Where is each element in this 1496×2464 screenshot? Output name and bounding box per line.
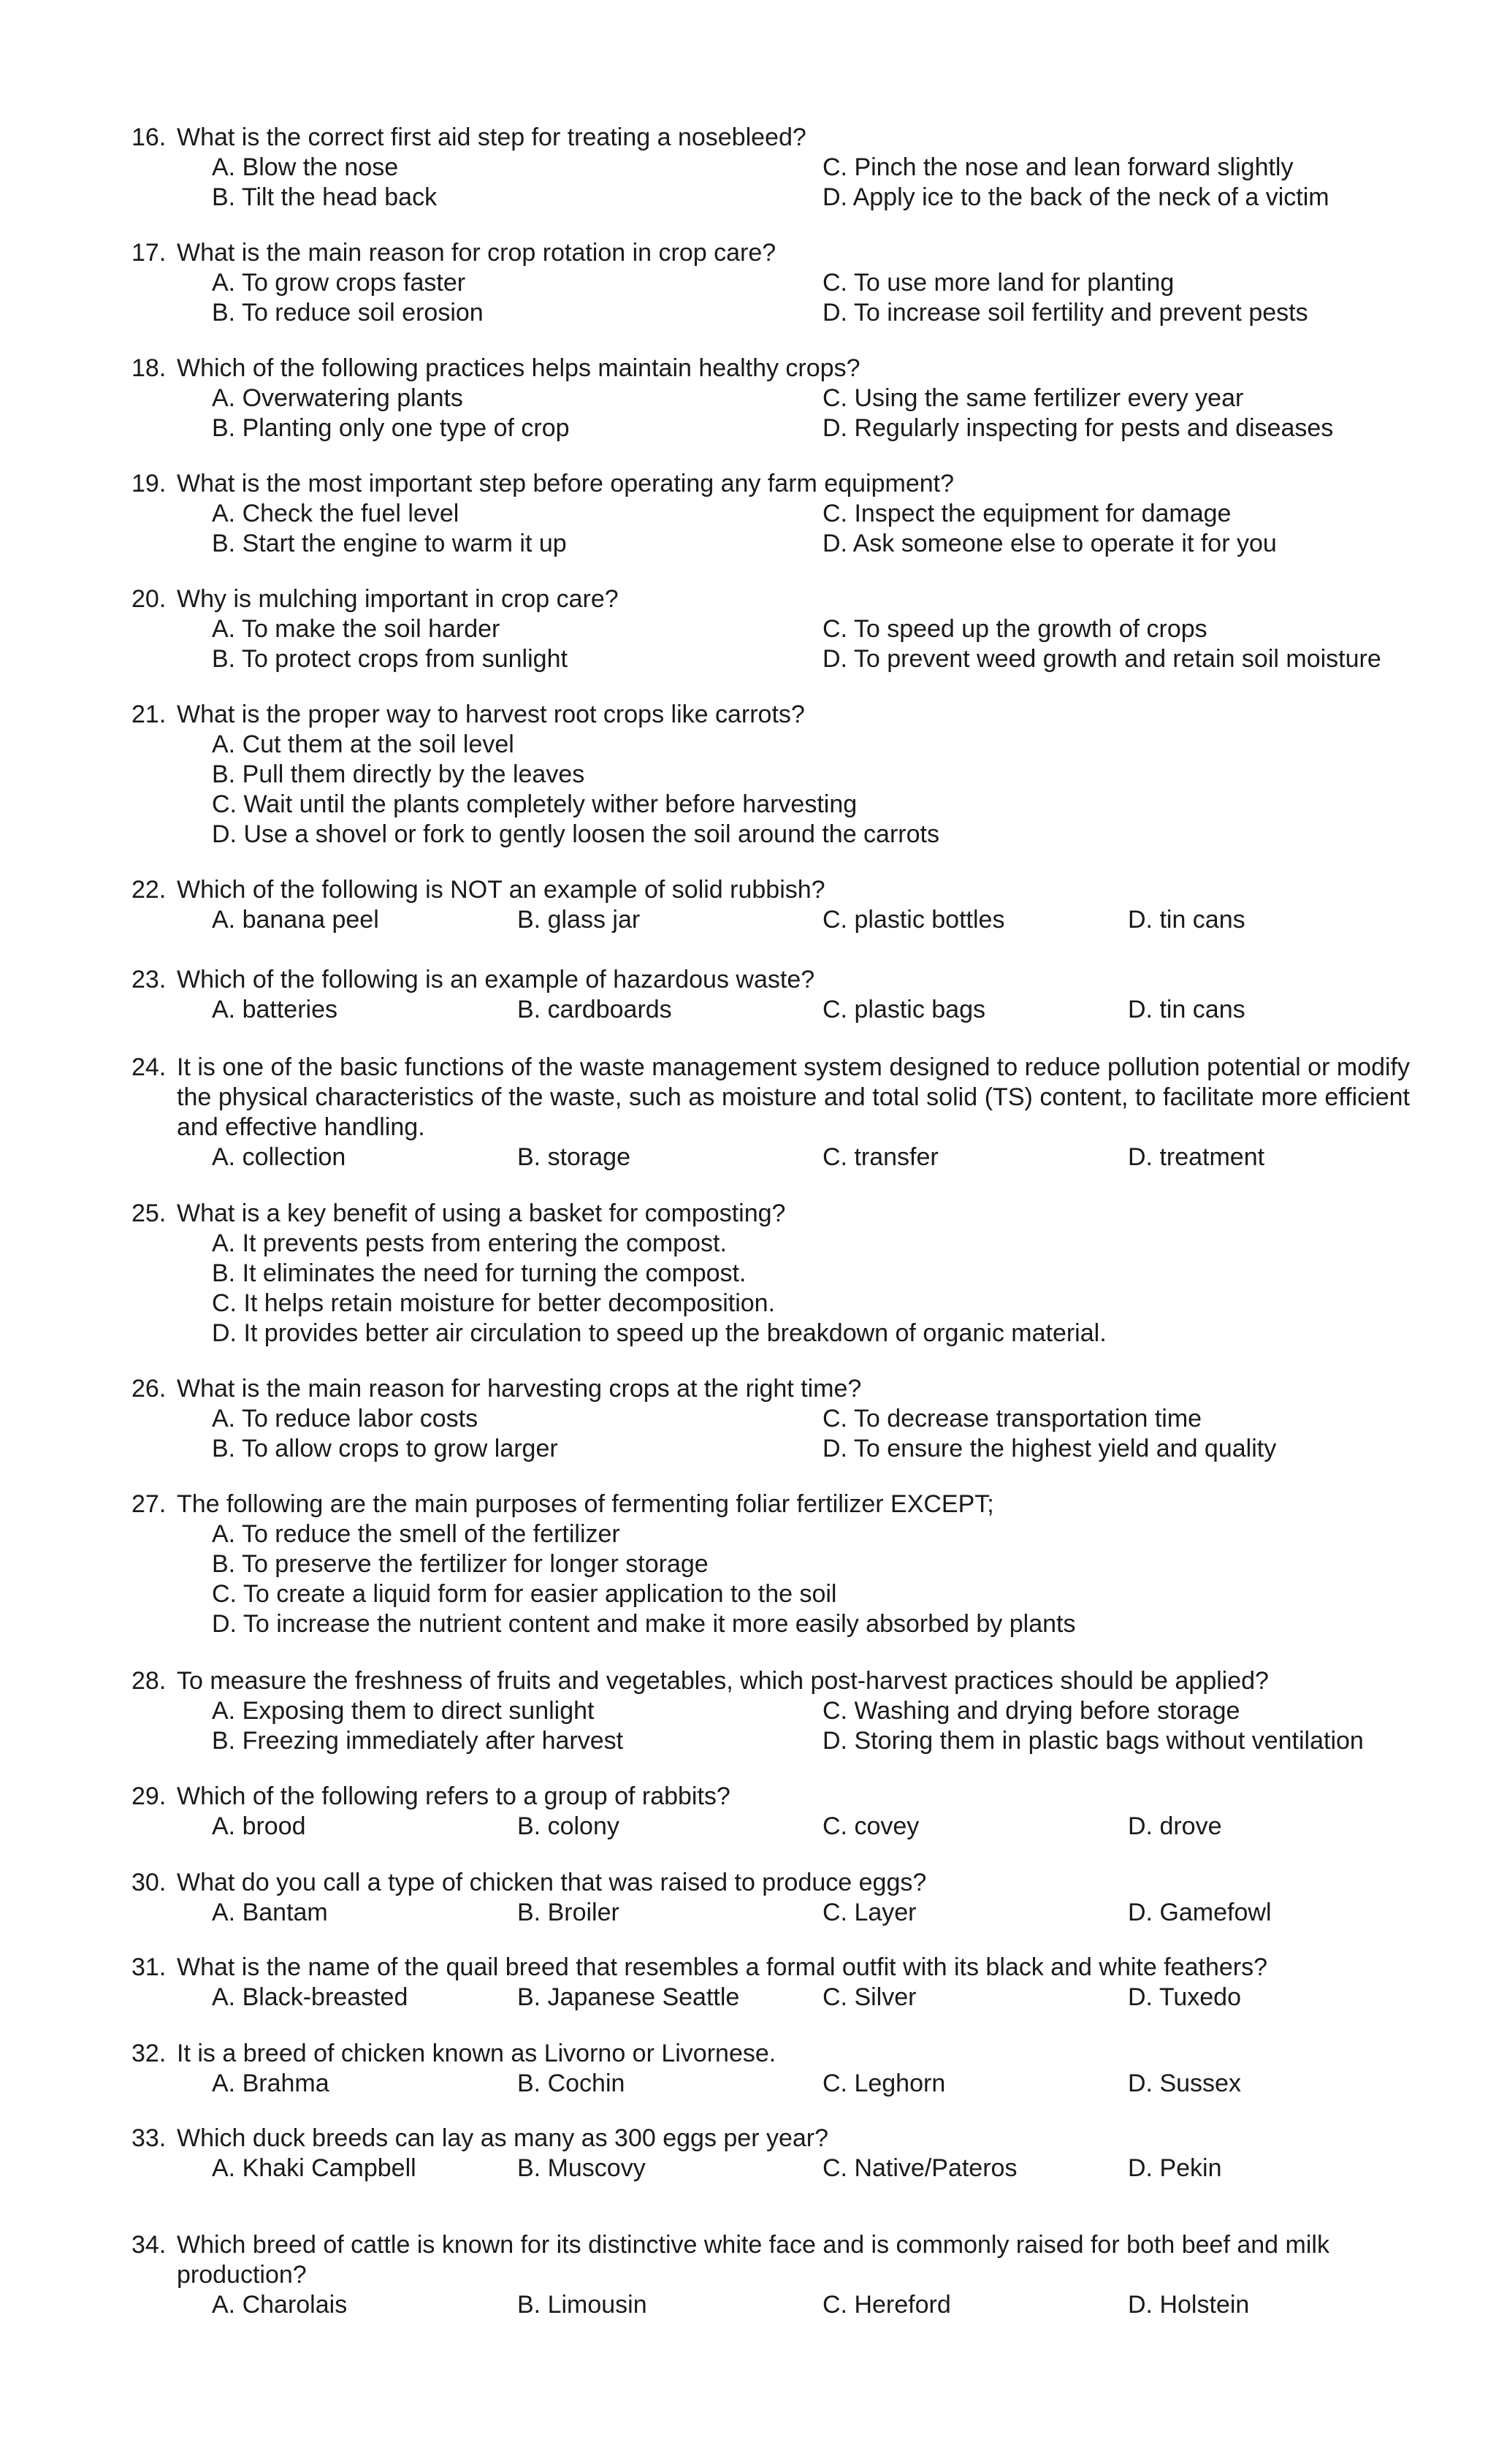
answer-option: C. transfer [823, 1143, 939, 1171]
answer-option: A. batteries [212, 996, 337, 1023]
question-20 [131, 584, 1410, 674]
question-21 [131, 700, 1410, 850]
question-number: 19. [131, 470, 167, 497]
answer-options [212, 1812, 1410, 1842]
answer-option: D. To prevent weed growth and retain soil moisture [823, 645, 1381, 673]
answer-option: C. It helps retain moisture for better decomposition. [212, 1289, 776, 1317]
answer-options [212, 1404, 1410, 1464]
question-text: What is the name of the quail breed that resembles a formal outfit with its black and white feathers? [177, 1953, 1267, 1981]
answer-option: A. Khaki Campbell [212, 2154, 416, 2182]
answer-option: A. Charolais [212, 2291, 348, 2319]
question-number: 27. [131, 1490, 167, 1518]
answer-option: C. Wait until the plants completely wither before harvesting [212, 790, 858, 818]
answer-option: A. To reduce labor costs [212, 1405, 478, 1433]
answer-options [212, 730, 1410, 850]
answer-options [212, 1898, 1410, 1928]
question-text: Which of the following is an example of hazardous waste? [177, 966, 815, 993]
answer-option: B. Freezing immediately after harvest [212, 1727, 624, 1755]
answer-option: B. To protect crops from sunlight [212, 645, 568, 673]
question-text: It is a breed of chicken known as Livorno or Livornese. [177, 2040, 776, 2067]
answer-option: C. To speed up the growth of crops [823, 615, 1207, 643]
question-text: To measure the freshness of fruits and vegetables, which post-harvest practices should be applied? [177, 1667, 1269, 1695]
answer-option: D. Holstein [1128, 2291, 1250, 2319]
answer-option: C. Pinch the nose and lean forward slightly [823, 153, 1294, 181]
question-18 [131, 354, 1410, 443]
answer-option: A. banana peel [212, 906, 379, 934]
question-24 [131, 1053, 1410, 1172]
question-number: 29. [131, 1782, 167, 1810]
answer-option: C. covey [823, 1812, 920, 1840]
answer-option: B. To allow crops to grow larger [212, 1435, 558, 1462]
answer-option: B. glass jar [517, 906, 641, 934]
answer-options [212, 268, 1410, 328]
question-22 [131, 875, 1410, 935]
question-text: Which breed of cattle is known for its distinctive white face and is commonly raised for both beef and milk production? [177, 2231, 1329, 2289]
question-28 [131, 1666, 1410, 1756]
answer-option: D. Gamefowl [1128, 1899, 1272, 1926]
answer-option: B. Limousin [517, 2291, 647, 2319]
answer-options [212, 2154, 1410, 2183]
question-text: Which of the following refers to a group of rabbits? [177, 1782, 730, 1810]
question-number: 33. [131, 2124, 167, 2152]
question-17 [131, 238, 1410, 328]
question-text: What is the proper way to harvest root crops like carrots? [177, 701, 805, 728]
answer-option: C. Native/Pateros [823, 2154, 1018, 2182]
answer-option: A. brood [212, 1812, 306, 1840]
question-number: 17. [131, 239, 167, 267]
question-34 [131, 2230, 1410, 2320]
answer-option: D. To increase the nutrient content and make it more easily absorbed by plants [212, 1610, 1076, 1638]
answer-option: A. Cut them at the soil level [212, 731, 514, 758]
answer-option: C. Hereford [823, 2291, 951, 2319]
question-27 [131, 1490, 1410, 1639]
question-number: 24. [131, 1053, 167, 1081]
question-19 [131, 469, 1410, 559]
answer-options [212, 995, 1410, 1025]
question-32 [131, 2039, 1410, 2099]
answer-option: D. Use a shovel or fork to gently loosen the soil around the carrots [212, 820, 939, 848]
answer-option: A. Blow the nose [212, 153, 399, 181]
answer-option: C. Layer [823, 1899, 917, 1926]
answer-option: C. To create a liquid form for easier application to the soil [212, 1580, 837, 1608]
answer-option: B. To reduce soil erosion [212, 299, 484, 327]
question-number: 28. [131, 1667, 167, 1695]
answer-options [212, 384, 1410, 443]
question-number: 32. [131, 2040, 167, 2067]
answer-option: A. Overwatering plants [212, 384, 463, 412]
answer-option: A. To reduce the smell of the fertilizer [212, 1520, 620, 1548]
answer-option: C. plastic bottles [823, 906, 1005, 934]
answer-option: B. Broiler [517, 1899, 619, 1926]
question-23 [131, 965, 1410, 1025]
question-number: 22. [131, 876, 167, 904]
answer-option: A. Bantam [212, 1899, 328, 1926]
answer-option: D. Regularly inspecting for pests and diseases [823, 414, 1334, 442]
question-number: 34. [131, 2231, 167, 2259]
question-33 [131, 2124, 1410, 2183]
answer-option: A. Exposing them to direct sunlight [212, 1697, 595, 1725]
question-text: Which of the following is NOT an example of solid rubbish? [177, 876, 825, 904]
question-text: What is the main reason for harvesting crops at the right time? [177, 1375, 862, 1403]
answer-options [212, 1143, 1410, 1172]
question-number: 20. [131, 585, 167, 613]
answer-option: C. Washing and drying before storage [823, 1697, 1240, 1725]
answer-option: B. Planting only one type of crop [212, 414, 570, 442]
answer-option: D. To ensure the highest yield and quality [823, 1435, 1277, 1462]
answer-options [212, 499, 1410, 559]
answer-option: D. Pekin [1128, 2154, 1222, 2182]
answer-options [212, 1696, 1410, 1756]
question-text: The following are the main purposes of fermenting foliar fertilizer EXCEPT; [177, 1490, 994, 1518]
answer-option: D. treatment [1128, 1143, 1265, 1171]
answer-option: B. To preserve the fertilizer for longer storage [212, 1550, 709, 1578]
answer-option: C. To decrease transportation time [823, 1405, 1202, 1433]
answer-options [212, 1983, 1410, 2013]
question-number: 16. [131, 123, 167, 151]
answer-option: A. To grow crops faster [212, 269, 466, 297]
answer-option: A. Black-breasted [212, 1983, 408, 2011]
answer-option: D. Ask someone else to operate it for you [823, 530, 1277, 557]
question-number: 18. [131, 354, 167, 382]
question-16 [131, 123, 1410, 213]
question-29 [131, 1782, 1410, 1842]
answer-option: D. Apply ice to the back of the neck of a victim [823, 183, 1329, 211]
answer-option: A. collection [212, 1143, 346, 1171]
question-text: Which of the following practices helps maintain healthy crops? [177, 354, 860, 382]
answer-options [212, 614, 1410, 674]
answer-option: D. Sussex [1128, 2070, 1241, 2097]
question-30 [131, 1868, 1410, 1928]
answer-option: B. Start the engine to warm it up [212, 530, 567, 557]
answer-options [212, 153, 1410, 213]
question-text: What is a key benefit of using a basket for composting? [177, 1199, 786, 1227]
answer-option: A. It prevents pests from entering the compost. [212, 1229, 727, 1257]
answer-option: B. It eliminates the need for turning the compost. [212, 1259, 747, 1287]
answer-options [212, 905, 1410, 935]
answer-option: D. To increase soil fertility and prevent pests [823, 299, 1308, 327]
question-number: 25. [131, 1199, 167, 1227]
answer-option: D. Storing them in plastic bags without ventilation [823, 1727, 1364, 1755]
answer-option: D. tin cans [1128, 906, 1245, 934]
answer-options [212, 1519, 1410, 1639]
answer-option: A. Brahma [212, 2070, 329, 2097]
question-text: Why is mulching important in crop care? [177, 585, 619, 613]
question-number: 31. [131, 1953, 167, 1981]
answer-option: C. Leghorn [823, 2070, 946, 2097]
question-number: 30. [131, 1869, 167, 1896]
question-number: 23. [131, 966, 167, 993]
answer-options [212, 1229, 1410, 1349]
question-text: What do you call a type of chicken that was raised to produce eggs? [177, 1869, 927, 1896]
answer-option: C. Using the same fertilizer every year [823, 384, 1244, 412]
answer-option: B. Tilt the head back [212, 183, 438, 211]
answer-options [212, 2069, 1410, 2099]
question-text: What is the main reason for crop rotation in crop care? [177, 239, 776, 267]
answer-options [212, 2290, 1410, 2320]
answer-option: B. Japanese Seattle [517, 1983, 740, 2011]
question-text: What is the most important step before operating any farm equipment? [177, 470, 954, 497]
answer-option: D. It provides better air circulation to speed up the breakdown of organic material. [212, 1319, 1107, 1347]
question-25 [131, 1199, 1410, 1349]
answer-option: C. plastic bags [823, 996, 985, 1023]
question-text: It is one of the basic functions of the waste management system designed to reduce pollution potential or modify the physical characteristics of the waste, such as moisture and total solid (TS) content, to facilitate more efficient and effective handling. [177, 1053, 1410, 1141]
answer-option: D. drove [1128, 1812, 1222, 1840]
question-26 [131, 1374, 1410, 1464]
answer-option: A. Check the fuel level [212, 500, 459, 527]
answer-option: B. colony [517, 1812, 619, 1840]
question-text: What is the correct first aid step for treating a nosebleed? [177, 123, 806, 151]
answer-option: C. Silver [823, 1983, 917, 2011]
answer-option: B. Cochin [517, 2070, 625, 2097]
question-31 [131, 1953, 1410, 2013]
answer-option: B. storage [517, 1143, 630, 1171]
answer-option: D. Tuxedo [1128, 1983, 1241, 2011]
question-text: Which duck breeds can lay as many as 300 eggs per year? [177, 2124, 829, 2152]
answer-option: B. cardboards [517, 996, 672, 1023]
answer-option: C. Inspect the equipment for damage [823, 500, 1232, 527]
question-number: 26. [131, 1375, 167, 1403]
answer-option: D. tin cans [1128, 996, 1245, 1023]
answer-option: B. Pull them directly by the leaves [212, 760, 585, 788]
answer-option: B. Muscovy [517, 2154, 646, 2182]
answer-option: A. To make the soil harder [212, 615, 500, 643]
question-number: 21. [131, 701, 167, 728]
answer-option: C. To use more land for planting [823, 269, 1175, 297]
